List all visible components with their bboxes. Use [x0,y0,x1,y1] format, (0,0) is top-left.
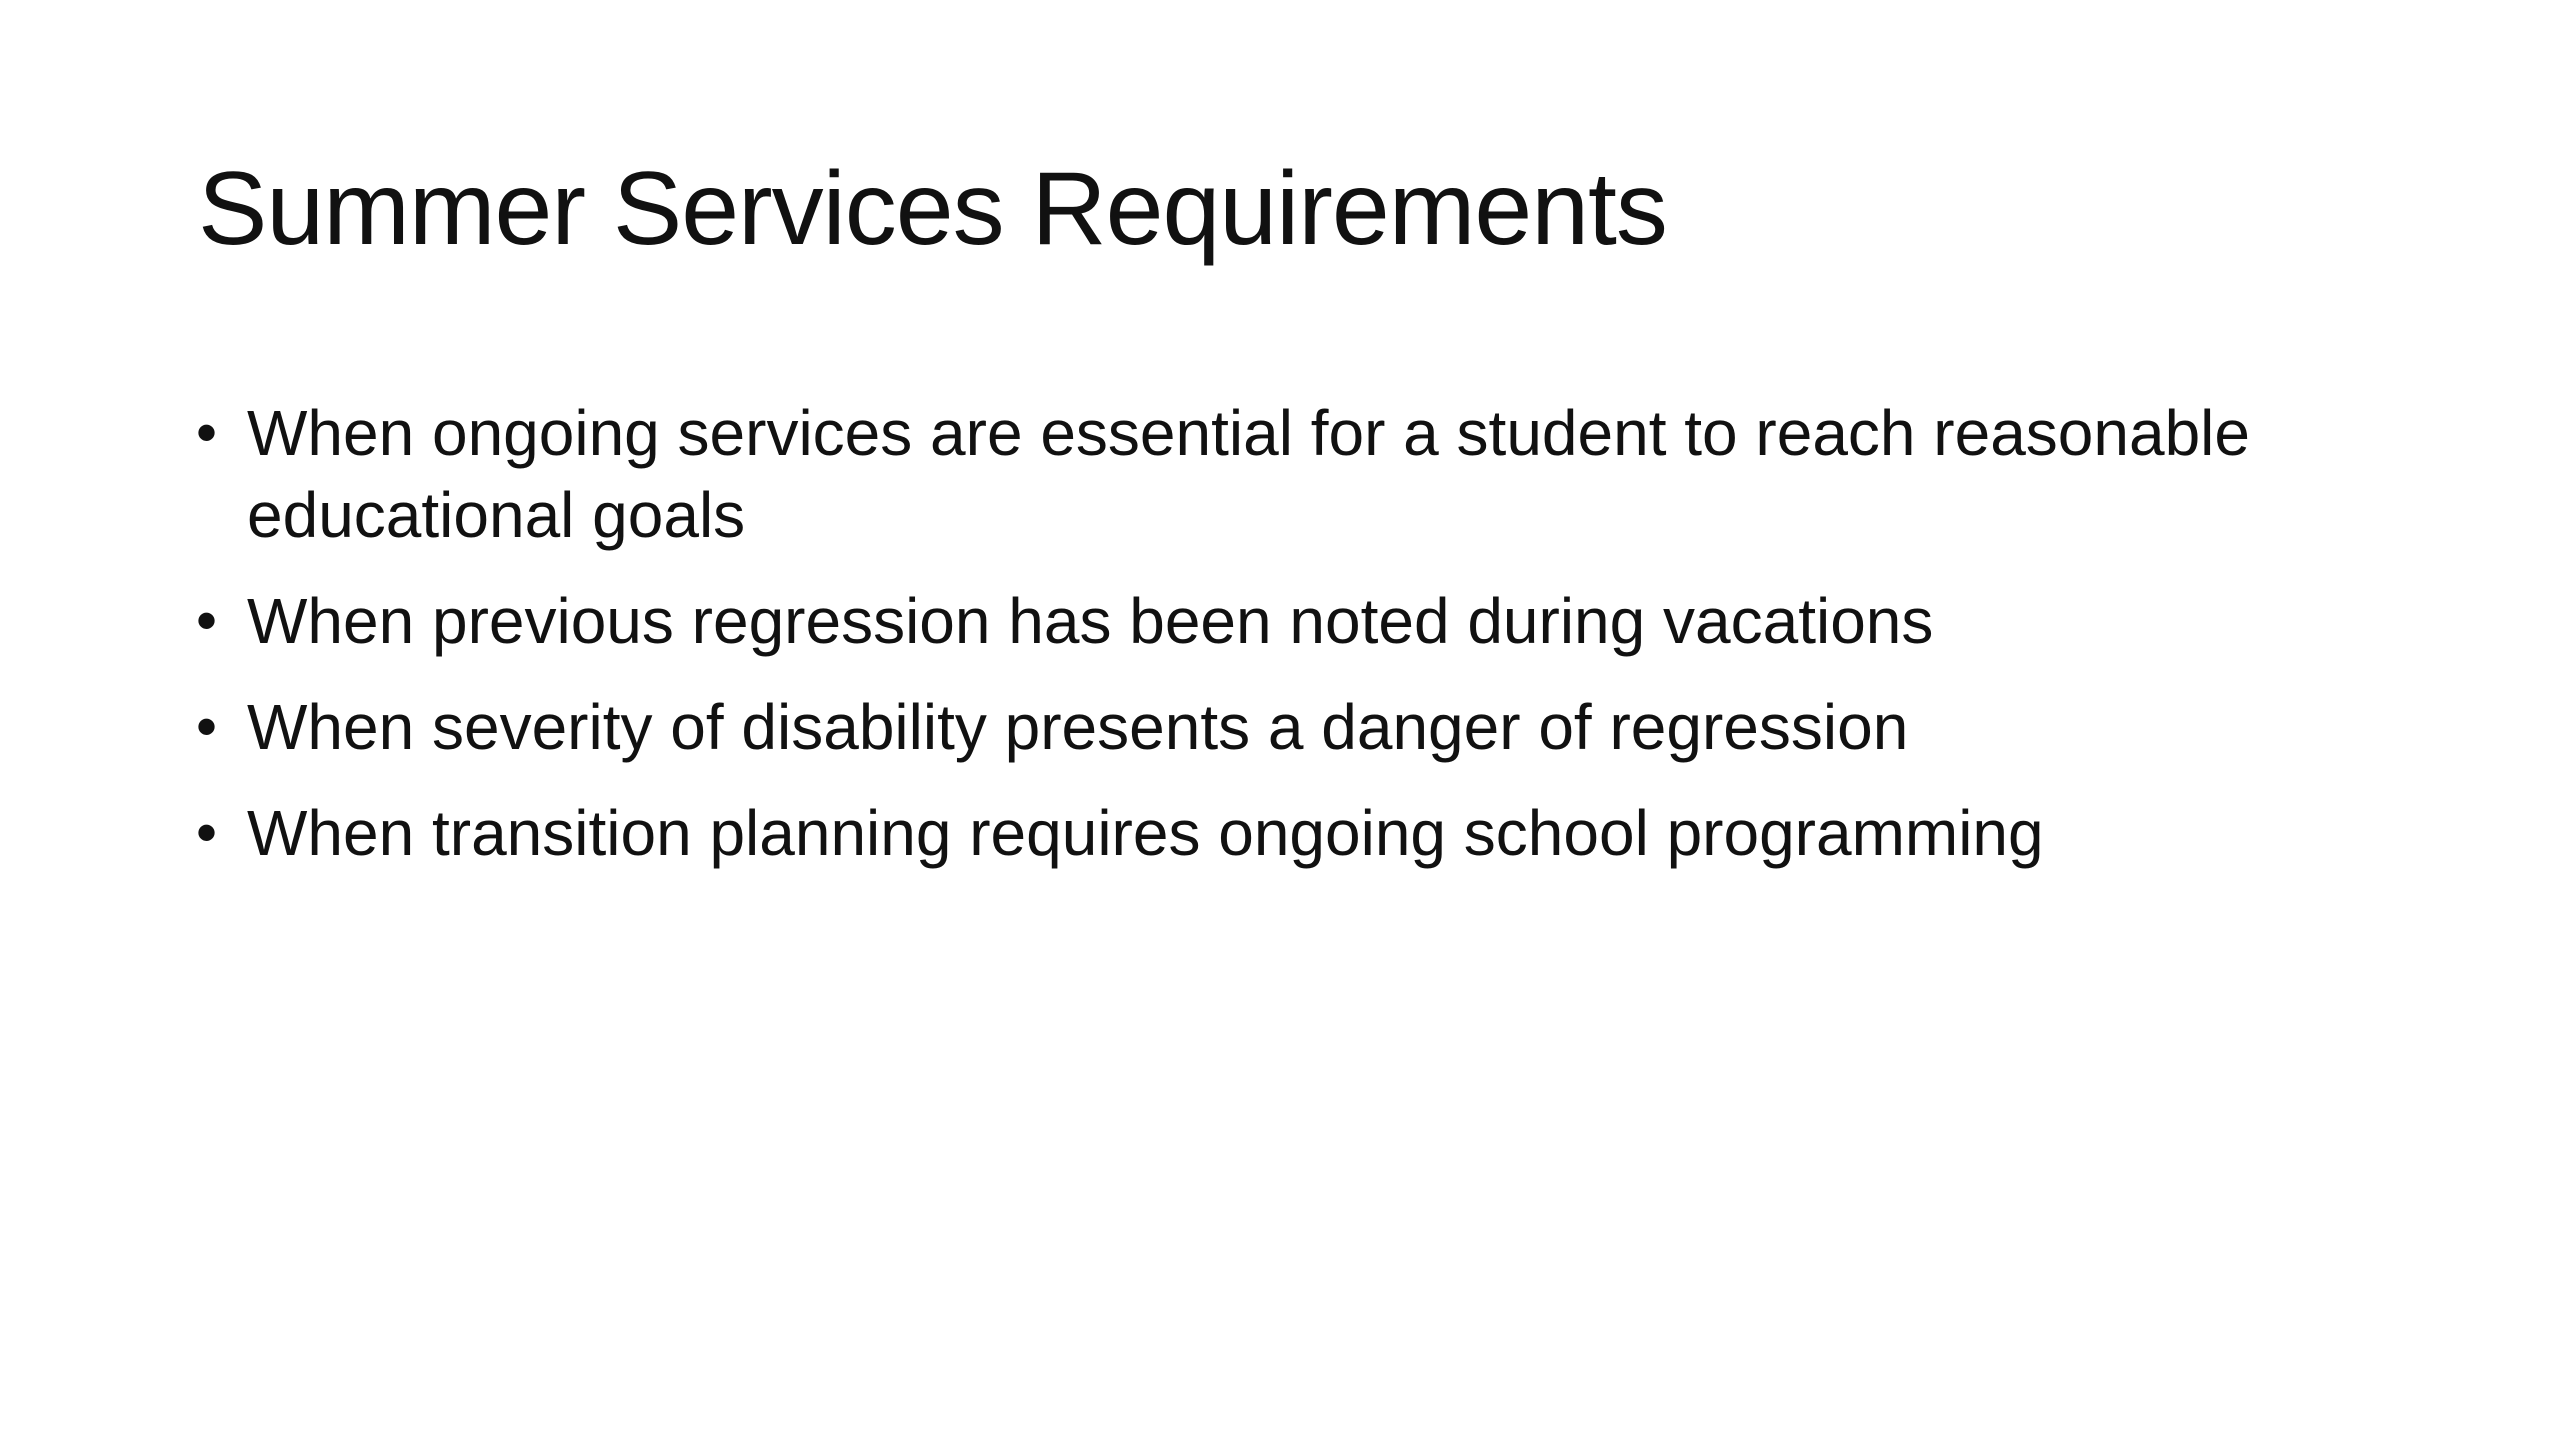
bullet-item-ongoing-services [196,392,2396,556]
bullet-text: When severity of disability presents a danger of regression [247,691,1909,763]
bullet-item-transition-planning [196,792,2396,874]
bullet-list [196,392,2396,898]
bullet-icon: • [196,399,218,466]
bullet-text: When ongoing services are essential for a student to reach reasonable educational goals [247,397,2250,551]
slide-title: Summer Services Requirements [198,151,1667,267]
bullet-text: When previous regression has been noted during vacations [247,585,1934,657]
bullet-item-previous-regression [196,580,2396,662]
bullet-icon: • [196,587,218,654]
bullet-item-severity [196,686,2396,768]
bullet-icon: • [196,799,218,866]
bullet-icon: • [196,693,218,760]
bullet-text: When transition planning requires ongoing school programming [247,797,2044,869]
